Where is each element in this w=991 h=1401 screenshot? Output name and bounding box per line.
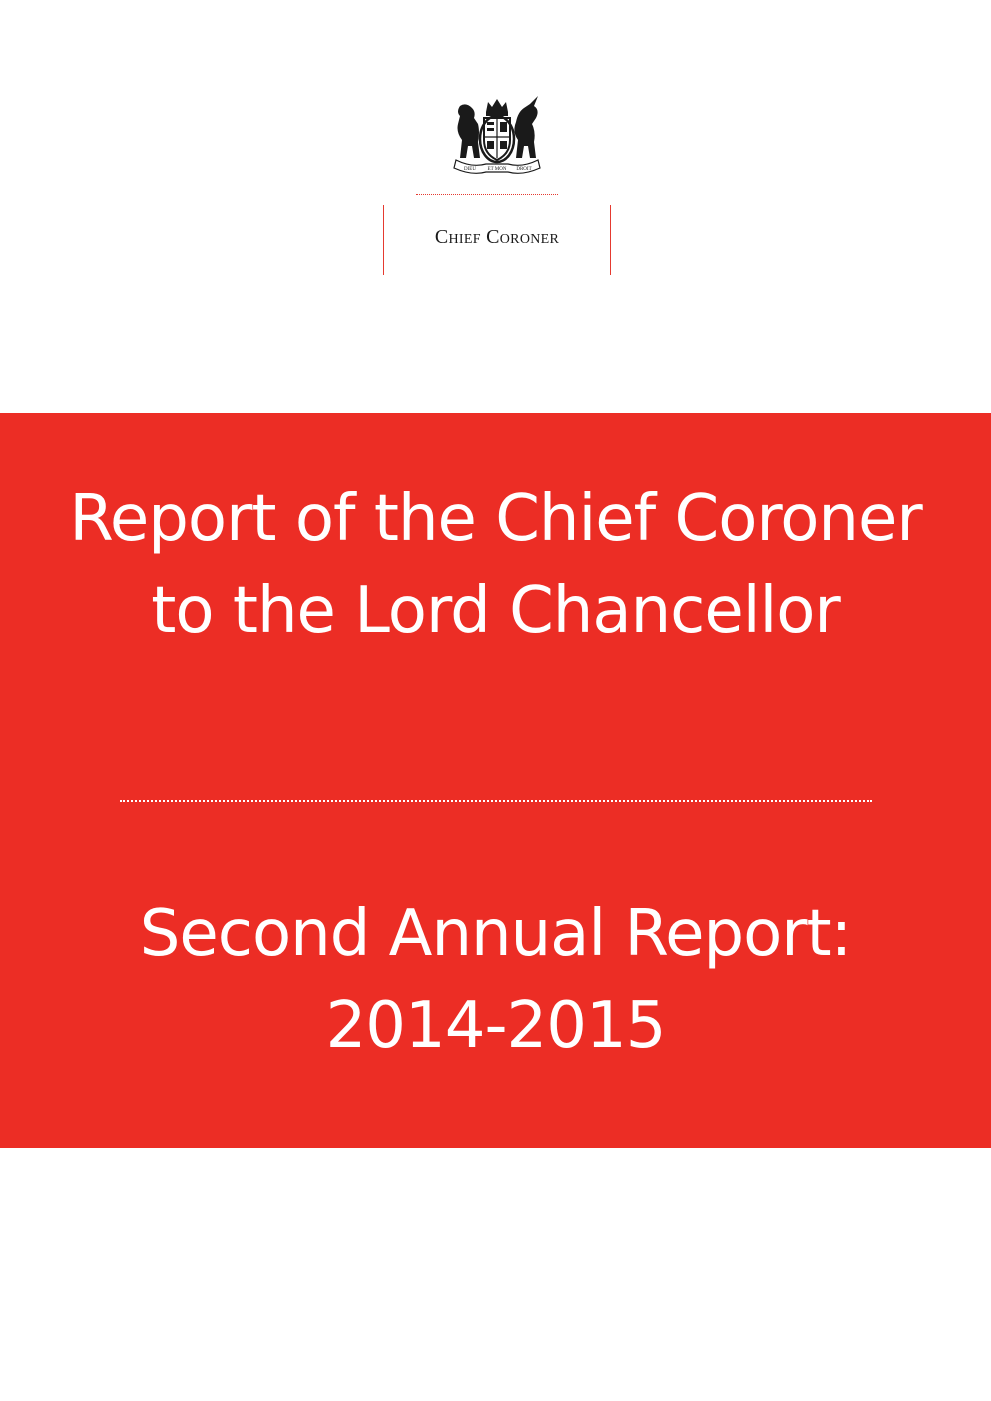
motto-right: DROIT <box>516 167 532 172</box>
report-title: Report of the Chief Coroner to the Lord Chancellor <box>69 482 922 648</box>
logo-dotted-rule <box>416 194 558 195</box>
title-dotted-divider <box>120 800 872 802</box>
organisation-name: Chief Coroner <box>434 226 560 248</box>
royal-coat-of-arms-icon <box>442 94 552 178</box>
motto-left: DIEU <box>464 167 476 172</box>
report-subtitle: Second Annual Report: 2014-2015 <box>139 897 852 1063</box>
motto-center: ET MON <box>487 167 507 172</box>
title-banner <box>0 413 991 1148</box>
